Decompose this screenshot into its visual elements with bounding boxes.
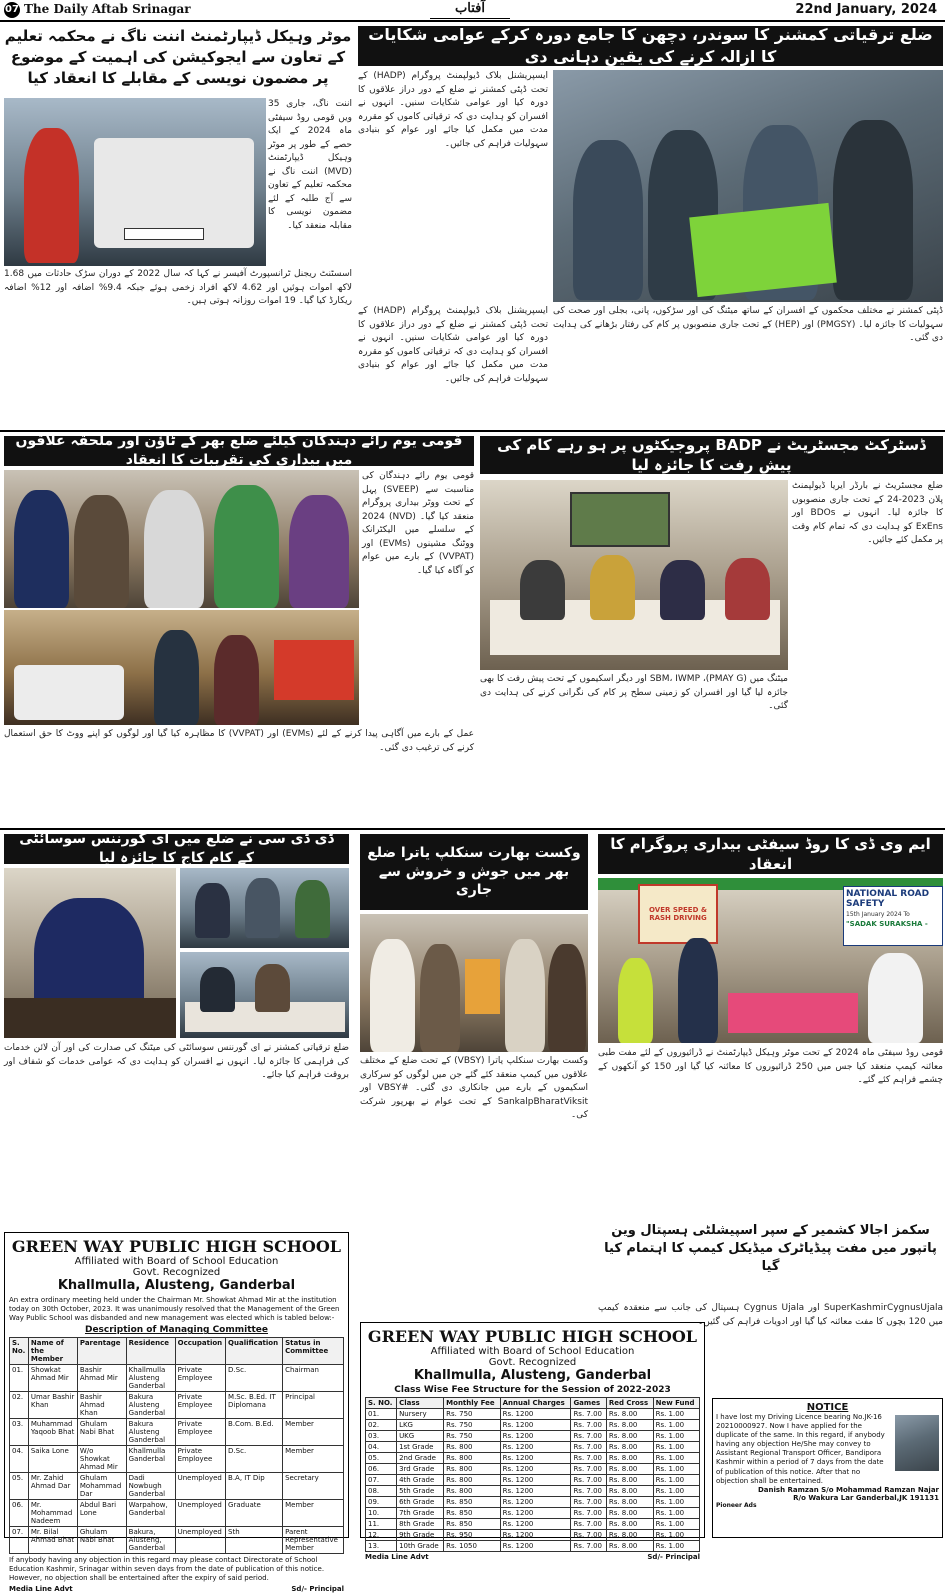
fee-table-cell: Rs. 7.00 — [571, 1409, 606, 1420]
fee-table-header-cell: Monthly Fee — [444, 1398, 500, 1409]
committee-table-row — [10, 1392, 344, 1419]
mvd-body: اننت ناگ، جاری 35 ویں قومی روڈ سیفٹی ماہ 2024 کے ایک حصے کے طور پر موٹر وہیکل ڈیپارٹمنٹ (MVD) اننت ناگ نے محکمہ تعلیم کے تعاون سے آج طلبہ کے لئے مضمون نویسی کا مقابلہ منعقد کیا۔ — [268, 99, 353, 231]
committee-table-cell: Abdul Bari Lone — [77, 1500, 126, 1527]
fee-agency: Media Line Advt — [365, 1553, 429, 1561]
fee-table-cell: Rs. 1200 — [500, 1519, 571, 1530]
fee-table-cell: Rs. 8.00 — [606, 1475, 653, 1486]
committee-table-cell: Muhammad Yaqoob Bhat — [28, 1419, 77, 1446]
fee-table-cell: 7th Grade — [397, 1508, 444, 1519]
licence-notice — [712, 1398, 943, 1538]
fee-table-cell: 3rd Grade — [397, 1464, 444, 1475]
committee-table-cell: D.Sc. — [226, 1365, 283, 1392]
fee-table-cell: Rs. 1.00 — [653, 1497, 699, 1508]
fee-table-cell: Rs. 1200 — [500, 1420, 571, 1431]
fee-table-row — [366, 1530, 700, 1541]
fee-table-cell: Rs. 750 — [444, 1409, 500, 1420]
committee-table-row — [10, 1419, 344, 1446]
fee-table-row — [366, 1431, 700, 1442]
committee-agency: Media Line Advt — [9, 1584, 73, 1593]
fee-notice — [360, 1322, 705, 1561]
fee-table-cell: Rs. 950 — [444, 1530, 500, 1541]
fee-table-cell: Rs. 1200 — [500, 1475, 571, 1486]
fee-table-cell: 09. — [366, 1497, 397, 1508]
fee-table-cell: Rs. 850 — [444, 1519, 500, 1530]
committee-table-header-cell: Name of the Member — [28, 1338, 77, 1365]
vbsy-photo — [360, 914, 588, 1052]
ddc-meeting-photo-1 — [180, 868, 349, 948]
committee-table-cell: Showkat Ahmad Mir — [28, 1365, 77, 1392]
committee-school-name: GREEN WAY PUBLIC HIGH SCHOOL — [11, 1237, 342, 1256]
committee-table-cell: Unemployed — [175, 1527, 225, 1554]
fee-table-row — [366, 1486, 700, 1497]
committee-table-cell: Bakura Alusteng Ganderbal — [126, 1392, 175, 1419]
fee-table-cell: Rs. 8.00 — [606, 1431, 653, 1442]
committee-table-header-cell: Parentage — [77, 1338, 126, 1365]
fee-table-row — [366, 1519, 700, 1530]
fee-table-cell: Rs. 8.00 — [606, 1530, 653, 1541]
fee-affiliation: Affiliated with Board of School Education — [430, 1346, 635, 1357]
fee-table-cell: Rs. 8.00 — [606, 1453, 653, 1464]
licence-applicant-name: Danish Ramzan S/o Mohammad Ramzan Najar — [758, 1485, 939, 1494]
fee-table-cell: Rs. 750 — [444, 1431, 500, 1442]
fee-table-cell: LKG — [397, 1420, 444, 1431]
fee-table-cell: Rs. 1.00 — [653, 1464, 699, 1475]
committee-table-cell: Warpahow, Ganderbal — [126, 1500, 175, 1527]
committee-table-row — [10, 1527, 344, 1554]
fee-table-cell: 04. — [366, 1442, 397, 1453]
committee-table-header-cell: Occupation — [175, 1338, 225, 1365]
fee-table-cell: 2nd Grade — [397, 1453, 444, 1464]
road-safety-headline: ایم وی ڈی کا روڈ سیفٹی بیداری پروگرام کا انعقاد — [598, 834, 943, 874]
fee-table-cell: Rs. 1200 — [500, 1431, 571, 1442]
fee-table-cell: Rs. 850 — [444, 1497, 500, 1508]
ddc-egov-body: ضلع ترقیاتی کمشنر نے ای گورننس سوسائٹی کی میٹنگ کی صدارت کی اور آن لائن خدمات کی فراہمی کا جائزہ لیا۔ انہوں نے افسران کو ہدایت دی کہ عوامی خدمات کو شفاف اور بروقت فراہم کیا جائے۔ — [4, 1043, 349, 1080]
committee-table-row — [10, 1500, 344, 1527]
dc-body-3: ایسپریشنل بلاک ڈیولپمنٹ پروگرام (HADP) کے تحت ڈپٹی کمشنر نے ضلع کے دور دراز علاقوں کا دورہ کیا اور عوامی شکایات سنیں۔ انہوں نے افسران کو ہدایت دی کہ ترقیاتی کاموں کو مقررہ مدت میں مکمل کیا جائے اور عوام کو بنیادی سہولیات فراہم کی جائیں۔ — [358, 306, 549, 384]
road-safety-body: قومی روڈ سیفٹی ماہ 2024 کے تحت موٹر وہیکل ڈیپارٹمنٹ نے ڈرائیوروں کے لئے مفت طبی معائنہ کیمپ منعقد کیا جس میں 250 ڈرائیوروں کا معائنہ کیا گیا اور 150 کو آنکھوں کے چشمے فراہم کئے گئے۔ — [598, 1048, 944, 1085]
badp-body-2: میٹنگ میں (PMAY G)، SBM، IWMP اور دیگر اسکیموں کے تحت پیش رفت کا بھی جائزہ لیا گیا اور افسران کو زمینی سطح پر کام کی نگرانی کرنے کی ہدایت دی گئی۔ — [480, 674, 788, 711]
committee-table-cell: Member — [283, 1419, 344, 1446]
committee-table-row — [10, 1473, 344, 1500]
fee-table-cell: 13. — [366, 1541, 397, 1552]
fee-table-cell: Rs. 1200 — [500, 1541, 571, 1552]
fee-table-cell: Rs. 1.00 — [653, 1453, 699, 1464]
fee-table-cell: Rs. 8.00 — [606, 1497, 653, 1508]
fee-table-row — [366, 1497, 700, 1508]
fee-table-cell: Rs. 1.00 — [653, 1431, 699, 1442]
licence-notice-title: NOTICE — [806, 1402, 849, 1413]
fee-table-header-cell: Games — [571, 1398, 606, 1409]
fee-table-cell: 02. — [366, 1420, 397, 1431]
committee-table-cell: 04. — [10, 1446, 29, 1473]
committee-table-cell: B.A, IT Dip — [226, 1473, 283, 1500]
committee-table-cell: Private Employee — [175, 1392, 225, 1419]
committee-table-cell: Dadi Nowbugh Ganderbal — [126, 1473, 175, 1500]
committee-table-cell: Bashir Ahmad Mir — [77, 1365, 126, 1392]
vbsy-headline: وکست بھارت سنکلپ یاترا ضلع بھر میں جوش و خروش سے جاری — [360, 834, 588, 910]
fee-table-cell: Rs. 1200 — [500, 1530, 571, 1541]
mvd-headline: موٹر وہیکل ڈیپارٹمنٹ اننت ناگ نے محکمہ تعلیم کے تعاون سے ایجوکیشن کی اہمیت کے موضوع پر مضمون نویسی کے مقابلے کا انعقاد کیا — [4, 27, 352, 87]
committee-table-cell: Saika Lone — [28, 1446, 77, 1473]
fee-table-cell: 07. — [366, 1475, 397, 1486]
fee-table-cell: 11. — [366, 1519, 397, 1530]
fee-table-cell: Rs. 1.00 — [653, 1420, 699, 1431]
fee-table-cell: Rs. 8.00 — [606, 1541, 653, 1552]
fee-table-cell: Rs. 8.00 — [606, 1420, 653, 1431]
committee-table-cell: Parent Representative Member — [283, 1527, 344, 1554]
fee-table-cell: Rs. 7.00 — [571, 1541, 606, 1552]
fee-table-cell: Rs. 8.00 — [606, 1508, 653, 1519]
fee-table-cell: 10. — [366, 1508, 397, 1519]
fee-table-cell: Rs. 8.00 — [606, 1442, 653, 1453]
fee-table-header-cell: Red Cross — [606, 1398, 653, 1409]
fee-table-cell: Rs. 1.00 — [653, 1475, 699, 1486]
committee-table-cell: Umar Bashir Khan — [28, 1392, 77, 1419]
committee-table-cell: Mr. Zahid Ahmad Dar — [28, 1473, 77, 1500]
voters-day-photo-2 — [4, 610, 359, 725]
committee-table-row — [10, 1365, 344, 1392]
committee-table-cell: Ghulam Mohammad Dar — [77, 1473, 126, 1500]
fee-table-header-cell: New Fund — [653, 1398, 699, 1409]
fee-table-cell: Rs. 8.00 — [606, 1519, 653, 1530]
fee-table-cell: Rs. 1200 — [500, 1464, 571, 1475]
fee-table-row — [366, 1475, 700, 1486]
fee-table-cell: Rs. 800 — [444, 1464, 500, 1475]
fee-table-cell: Rs. 7.00 — [571, 1475, 606, 1486]
committee-table-cell: 01. — [10, 1365, 29, 1392]
fee-table-cell: Rs. 1.00 — [653, 1541, 699, 1552]
fee-table-header-cell: S. NO. — [366, 1398, 397, 1409]
fee-table-cell: 05. — [366, 1453, 397, 1464]
committee-table-header-cell: Residence — [126, 1338, 175, 1365]
road-safety-photo — [598, 878, 943, 1043]
dc-body-2: ڈپٹی کمشنر نے مختلف محکموں کے افسران کے ساتھ میٹنگ کی اور سڑکوں، پانی، بجلی اور صحت کی سہولیات کا جائزہ لیا۔ (PMGSY) اور (HEP) کے تحت جاری منصوبوں پر کام کی رفتار بڑھانے کی ہدایت دی گئی۔ — [553, 306, 943, 343]
fee-table-cell: Rs. 8.00 — [606, 1409, 653, 1420]
fee-table-cell: Rs. 7.00 — [571, 1442, 606, 1453]
fee-table-cell: Rs. 7.00 — [571, 1519, 606, 1530]
committee-signoff: Sd/- Principal — [291, 1584, 344, 1593]
page-number: 07 — [4, 2, 20, 18]
eye-camp-body: SuperKashmirCygnusUjala اور Cygnus Ujala ہسپتال کی جانب سے منعقدہ کیمپ میں 120 بچوں کا مفت معائنہ کیا گیا اور ادویات فراہم کی گئیں۔ — [598, 1303, 943, 1327]
fee-table-cell: Rs. 1.00 — [653, 1530, 699, 1541]
voters-day-headline: قومی یوم رائے دہندگان کیلئے ضلع بھر کے ٹاؤن اور ملحقہ علاقوں میں بیداری کی تقریبات کا انعقاد — [4, 436, 474, 466]
badp-headline: ڈسٹرکٹ مجسٹریٹ نے BADP پروجیکٹوں پر ہو رہے کام کی پیش رفت کا جائزہ لیا — [480, 436, 943, 474]
committee-table-header-cell: S. No. — [10, 1338, 29, 1365]
fee-table-cell: Rs. 7.00 — [571, 1497, 606, 1508]
committee-table-cell: D.Sc. — [226, 1446, 283, 1473]
licence-agency: Pioneer Ads — [716, 1501, 757, 1509]
fee-table-cell: Rs. 7.00 — [571, 1464, 606, 1475]
committee-table-cell: M.Sc. B.Ed. IT Diplomana — [226, 1392, 283, 1419]
committee-table-cell: 03. — [10, 1419, 29, 1446]
voters-day-body: قومی یوم رائے دہندگان کی مناسبت سے (SVEEP) پہل کے تحت ووٹر بیداری پروگرام منعقد کیا گیا۔ (NVD) 2024 کے سلسلے میں الیکٹرانک ووٹنگ مشینوں (EVMs) اور (VVPAT) کے بارے میں عوام کو آگاہ کیا گیا۔ — [362, 471, 475, 576]
fee-table-cell: 4th Grade — [397, 1475, 444, 1486]
fee-recognition: Govt. Recognized — [488, 1357, 577, 1368]
ddc-egov-headline: ڈی ڈی سی نے ضلع میں ای گورننس سوسائٹی کے کام کاج کا جائزہ لیا — [4, 834, 349, 864]
committee-table-cell: Mr. Mohammad Nadeem — [28, 1500, 77, 1527]
committee-table-cell: 07. — [10, 1527, 29, 1554]
issue-date: 22nd January, 2024 — [795, 2, 937, 17]
fee-table-cell: 03. — [366, 1431, 397, 1442]
committee-table-cell: Mr. Bilal Ahmad Bhat — [28, 1527, 77, 1554]
committee-table — [9, 1337, 344, 1554]
fee-table-cell: UKG — [397, 1431, 444, 1442]
mvd-body-2: اسسٹنٹ ریجنل ٹرانسپورٹ آفیسر نے کہا کہ سال 2022 کے دوران سڑک حادثات میں 1.68 لاکھ اموات ہوئیں اور 4.62 لاکھ افراد زخمی ہوئے جبکہ 9.4% اضافہ اور 12% اضافہ ریکارڈ کیا گیا۔ 19 اموات روزانہ ہوتی ہیں۔ — [4, 269, 353, 306]
committee-table-cell: W/o Showkat Ahmad Mir — [77, 1446, 126, 1473]
fee-table-row — [366, 1508, 700, 1519]
committee-table-title: Description of Managing Committee — [84, 1325, 269, 1336]
fee-table-cell: Rs. 800 — [444, 1475, 500, 1486]
fee-table-cell: Rs. 1.00 — [653, 1508, 699, 1519]
fee-table-cell: Rs. 7.00 — [571, 1508, 606, 1519]
committee-table-cell: Khallmulla Alusteng Ganderbal — [126, 1365, 175, 1392]
fee-table-cell: Rs. 800 — [444, 1442, 500, 1453]
ddc-portrait-photo — [4, 868, 176, 1038]
fee-table-cell: 01. — [366, 1409, 397, 1420]
fee-table-title: Class Wise Fee Structure for the Session of 2022-2023 — [394, 1385, 671, 1395]
fee-table-cell: Rs. 750 — [444, 1420, 500, 1431]
fee-table-cell: 12. — [366, 1530, 397, 1541]
fee-table-cell: Rs. 8.00 — [606, 1464, 653, 1475]
committee-table-cell: Ghulam Nabi Bhat — [77, 1419, 126, 1446]
committee-table-cell: Bashir Ahmad Khan — [77, 1392, 126, 1419]
fee-table-cell: Rs. 1200 — [500, 1497, 571, 1508]
fee-table-cell: 5th Grade — [397, 1486, 444, 1497]
badp-body: ضلع مجسٹریٹ نے بارڈر ایریا ڈیولپمنٹ پلان 2023-24 کے تحت جاری منصوبوں کا جائزہ لیا۔ انہوں نے BDOs اور ExEns کو ہدایت دی کہ تمام کام وقت پر مکمل کئے جائیں۔ — [792, 481, 944, 545]
fee-table-cell: Rs. 1.00 — [653, 1519, 699, 1530]
fee-table — [365, 1397, 700, 1552]
fee-table-cell: Rs. 1200 — [500, 1486, 571, 1497]
fee-table-cell: 08. — [366, 1486, 397, 1497]
committee-intro: An extra ordinary meeting held under the Chairman Mr. Showkat Ahmad Mir at the institution today on 30th October, 2023. It was unanimously resolved that the Management of the Green Way Public School was disbanded and new management was elected which is tabled below:- — [9, 1296, 340, 1323]
dc-headline: ضلع ترقیاتی کمشنر کا سوندر، دچھن کا جامع دورہ کرکے عوامی شکایات کا ازالہ کرنے کی یقین دہانی دی — [358, 26, 943, 66]
committee-table-cell: Principal — [283, 1392, 344, 1419]
committee-table-cell: Ghulam Nabi Bhat — [77, 1527, 126, 1554]
committee-table-cell: 06. — [10, 1500, 29, 1527]
fee-table-row — [366, 1464, 700, 1475]
fee-table-cell: Rs. 850 — [444, 1508, 500, 1519]
road-safety-banner-dates: 15th January 2024 To — [846, 911, 910, 918]
committee-footer: If anybody having any objection in this regard may please contact Directorate of School Education Kashmir, Srinagar within seven days from the date of publication of this notice. However, no objection shall be entertained after the expiry of said period. — [9, 1556, 325, 1583]
fee-table-row — [366, 1541, 700, 1552]
committee-table-cell: Secretary — [283, 1473, 344, 1500]
fee-table-row — [366, 1442, 700, 1453]
committee-location: Khallmulla, Alusteng, Ganderbal — [57, 1278, 296, 1293]
fee-table-cell: Rs. 7.00 — [571, 1420, 606, 1431]
fee-location: Khallmulla, Alusteng, Ganderbal — [413, 1368, 652, 1383]
committee-table-cell: Private Employee — [175, 1419, 225, 1446]
committee-recognition: Govt. Recognized — [132, 1267, 221, 1278]
fee-table-cell: Rs. 1050 — [444, 1541, 500, 1552]
mvd-photo — [4, 98, 266, 266]
ddc-meeting-photo-2 — [180, 952, 349, 1038]
paper-name: The Daily Aftab Srinagar — [24, 2, 191, 16]
committee-table-cell: 05. — [10, 1473, 29, 1500]
fee-table-cell: Rs. 1200 — [500, 1442, 571, 1453]
road-safety-banner-title: NATIONAL ROAD SAFETY — [846, 889, 930, 909]
licence-applicant-address: R/o Wakura Lar Ganderbal,JK 191131 — [793, 1493, 939, 1502]
dc-visit-photo — [553, 70, 943, 302]
vbsy-body: وکست بھارت سنکلپ یاترا (VBSY) کے تحت ضلع کے مختلف علاقوں میں کیمپ منعقد کئے گئے جن میں لوگوں کو سرکاری اسکیموں کے بارے میں جانکاری دی گئی۔ #VBSY اور SankalpBharatViksit کے تحت عوام نے بھرپور شرکت کی۔ — [360, 1056, 588, 1120]
committee-table-header-cell: Status in Committee — [283, 1338, 344, 1365]
fee-table-cell: Rs. 8.00 — [606, 1486, 653, 1497]
badp-meeting-photo — [480, 480, 788, 670]
voters-day-photo-1 — [4, 470, 359, 608]
committee-table-cell: Bakura Alusteng Ganderbal — [126, 1419, 175, 1446]
fee-signoff: Sd/- Principal — [647, 1553, 700, 1561]
committee-table-cell: Member — [283, 1446, 344, 1473]
voters-day-body-2: عمل کے بارے میں آگاہی پیدا کرنے کے لئے (EVMs) اور (VVPAT) کا مظاہرہ کیا گیا اور لوگوں کو اپنے ووٹ کا حق استعمال کرنے کی ترغیب دی گئی۔ — [4, 729, 475, 753]
fee-table-cell: Rs. 7.00 — [571, 1530, 606, 1541]
committee-table-cell: 02. — [10, 1392, 29, 1419]
applicant-photo — [895, 1415, 939, 1471]
fee-table-cell: Rs. 1200 — [500, 1453, 571, 1464]
road-safety-banner-slogan: "SADAK SURAKSHA - — [846, 920, 928, 928]
newspaper-logo: آفتاب — [430, 1, 510, 19]
fee-table-cell: 8th Grade — [397, 1519, 444, 1530]
fee-table-cell: Rs. 7.00 — [571, 1486, 606, 1497]
committee-table-cell: Bakura, Alusteng, Ganderbal — [126, 1527, 175, 1554]
committee-notice — [4, 1232, 349, 1593]
fee-table-cell: Rs. 800 — [444, 1486, 500, 1497]
fee-table-row — [366, 1409, 700, 1420]
committee-table-header-cell: Qualification — [226, 1338, 283, 1365]
committee-table-row — [10, 1446, 344, 1473]
fee-table-row — [366, 1453, 700, 1464]
fee-table-cell: Rs. 7.00 — [571, 1453, 606, 1464]
committee-table-cell: Sth — [226, 1527, 283, 1554]
fee-table-cell: Rs. 7.00 — [571, 1431, 606, 1442]
committee-table-cell: Unemployed — [175, 1500, 225, 1527]
committee-table-cell: Private Employee — [175, 1365, 225, 1392]
committee-table-cell: Member — [283, 1500, 344, 1527]
road-safety-side-banner: OVER SPEED & RASH DRIVING — [638, 884, 718, 944]
dc-body: ایسپریشنل بلاک ڈیولپمنٹ پروگرام (HADP) کے تحت ڈپٹی کمشنر نے ضلع کے دور دراز علاقوں کا دورہ کیا اور عوامی شکایات سنیں۔ انہوں نے افسران کو ہدایت دی کہ ترقیاتی کاموں کو مقررہ مدت میں مکمل کیا جائے اور عوام کو بنیادی سہولیات فراہم کی جائیں۔ — [358, 71, 549, 149]
fee-table-cell: Rs. 1.00 — [653, 1486, 699, 1497]
eye-camp-headline: سکمز اجالا کشمیر کے سپر اسپیشلٹی ہسپتال وین پاتپور میں مفت پیڈیاٹرک میڈیکل کیمپ کا اہتمام کیا گیا — [604, 1223, 937, 1275]
fee-table-cell: Rs. 1.00 — [653, 1409, 699, 1420]
fee-table-cell: Rs. 1200 — [500, 1508, 571, 1519]
fee-table-cell: Rs. 1.00 — [653, 1442, 699, 1453]
committee-table-cell: B.Com. B.Ed. — [226, 1419, 283, 1446]
committee-table-cell: Private Employee — [175, 1446, 225, 1473]
committee-table-cell: Chairman — [283, 1365, 344, 1392]
fee-table-header-cell: Annual Charges — [500, 1398, 571, 1409]
fee-table-cell: 06. — [366, 1464, 397, 1475]
fee-table-cell: 6th Grade — [397, 1497, 444, 1508]
fee-table-cell: Rs. 800 — [444, 1453, 500, 1464]
masthead — [0, 0, 945, 22]
fee-table-cell: 9th Grade — [397, 1530, 444, 1541]
fee-school-name: GREEN WAY PUBLIC HIGH SCHOOL — [367, 1327, 698, 1346]
fee-table-header-cell: Class — [397, 1398, 444, 1409]
fee-table-row — [366, 1420, 700, 1431]
committee-table-cell: Graduate — [226, 1500, 283, 1527]
fee-table-cell: 1st Grade — [397, 1442, 444, 1453]
fee-table-cell: Nursery — [397, 1409, 444, 1420]
committee-affiliation: Affiliated with Board of School Education — [74, 1256, 279, 1267]
fee-table-cell: Rs. 1200 — [500, 1409, 571, 1420]
fee-table-cell: 10th Grade — [397, 1541, 444, 1552]
committee-table-cell: Unemployed — [175, 1473, 225, 1500]
committee-table-cell: Khallmulla Ganderbal — [126, 1446, 175, 1473]
licence-notice-body: I have lost my Driving Licence bearing No.JK-16 20210000927. Now I have applied for the duplicate of the same. In this regard, if anybody having any objection He/She may convey to Assistant Regional Transport Officer, Bandipora Kashmir within a period of 7 days from the date of publication of this notice. After that no objection shall be entertained. — [716, 1413, 885, 1485]
